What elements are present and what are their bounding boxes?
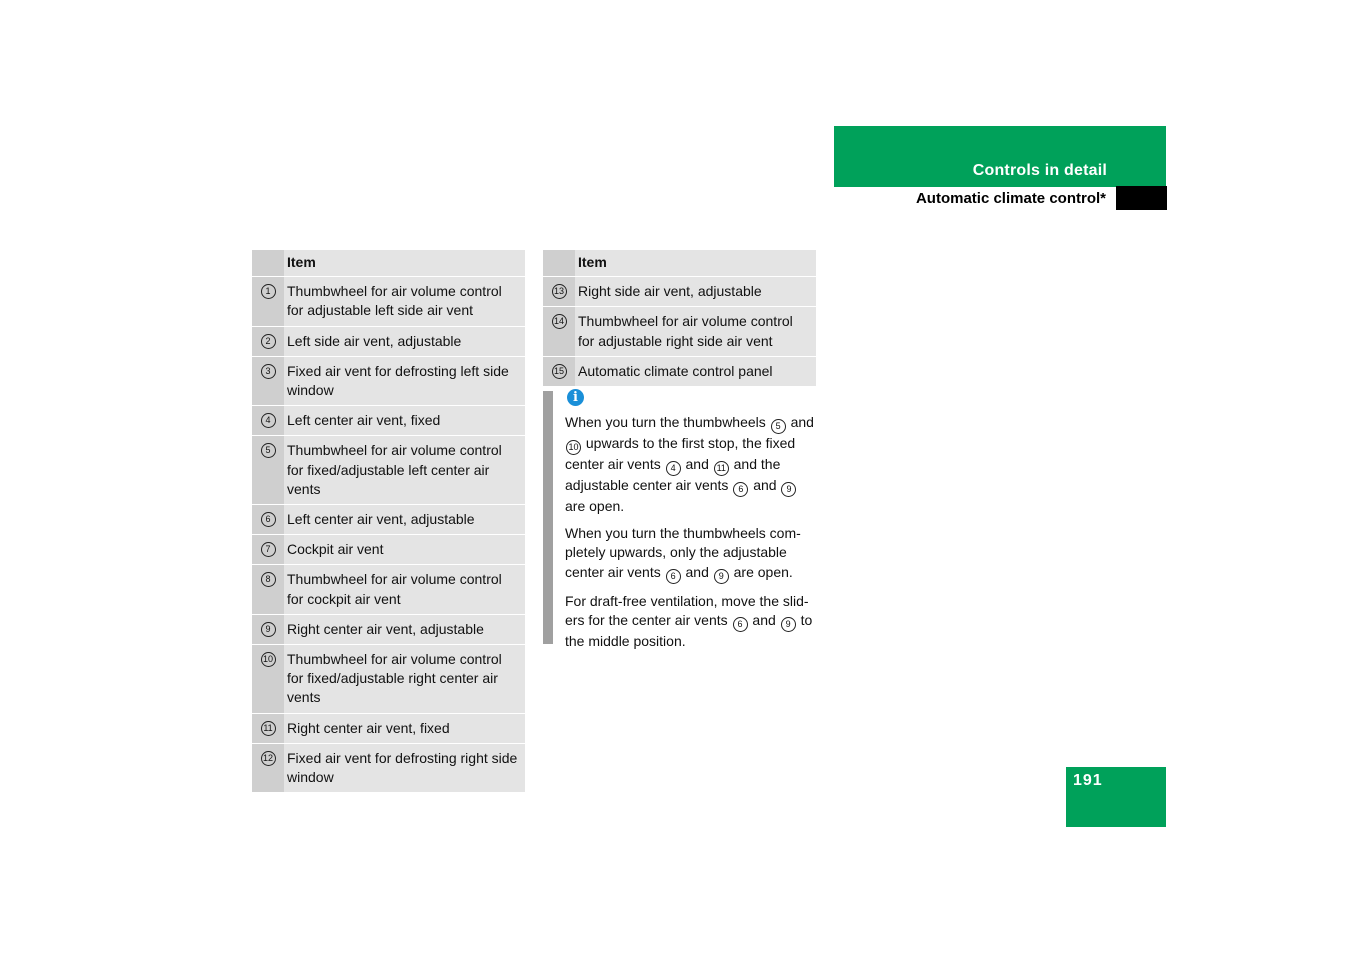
note-text: When you turn the thumbwheels bbox=[565, 414, 766, 430]
item-number-cell bbox=[252, 743, 284, 792]
table-body-right bbox=[543, 277, 816, 387]
table-row bbox=[543, 307, 816, 356]
item-description: Left center air vent, adjustable bbox=[284, 505, 525, 535]
info-note bbox=[565, 388, 819, 659]
note-text: upwards to the first stop, the fixed center air vents bbox=[565, 435, 796, 472]
table-body-left bbox=[252, 277, 525, 793]
note-text: and bbox=[752, 611, 776, 628]
note-text: to the middle position. bbox=[565, 611, 813, 649]
item-description: Right center air vent, adjustable bbox=[284, 614, 525, 644]
item-number-badge: 1 bbox=[261, 284, 276, 299]
item-description: Thumbwheel for air volume control for fixed/adjustable right center air vents bbox=[284, 645, 525, 714]
item-description: Left side air vent, adjustable bbox=[284, 326, 525, 356]
item-number-cell bbox=[252, 406, 284, 436]
table-row bbox=[252, 713, 525, 743]
note-text: When you turn the thumbwheels com-pletely upwards, only the adjustable center air vents bbox=[565, 525, 801, 580]
table-row bbox=[252, 436, 525, 505]
note-text: and bbox=[753, 477, 777, 493]
item-description: Automatic climate control panel bbox=[575, 356, 816, 386]
item-number-badge: 11 bbox=[261, 721, 276, 736]
section-tab bbox=[834, 126, 1166, 187]
item-number-badge: 6 bbox=[733, 482, 748, 497]
table-header-row bbox=[543, 250, 816, 277]
number-column-header bbox=[252, 250, 284, 277]
item-number-badge: 9 bbox=[714, 569, 729, 584]
number-column-header bbox=[543, 250, 575, 277]
item-number-cell bbox=[252, 645, 284, 714]
item-number-badge: 9 bbox=[781, 482, 796, 497]
note-paragraph-3 bbox=[565, 592, 819, 651]
item-number-cell bbox=[252, 277, 284, 326]
table-row bbox=[252, 277, 525, 326]
subsection-marker bbox=[1116, 186, 1167, 210]
item-number-cell bbox=[252, 326, 284, 356]
item-column-header: Item bbox=[284, 250, 525, 277]
item-number-badge: 6 bbox=[666, 569, 681, 584]
item-number-badge: 6 bbox=[733, 617, 748, 632]
item-number-cell bbox=[252, 535, 284, 565]
info-icon: i bbox=[567, 389, 584, 406]
item-description: Right side air vent, adjustable bbox=[575, 277, 816, 307]
subsection-title: Automatic climate control* bbox=[915, 190, 1106, 207]
table-row bbox=[543, 356, 816, 386]
note-text: are open. bbox=[733, 563, 793, 580]
table-row bbox=[252, 645, 525, 714]
item-number-cell bbox=[252, 356, 284, 405]
item-description: Fixed air vent for defrosting left side window bbox=[284, 356, 525, 405]
table-row bbox=[252, 743, 525, 792]
items-table-left bbox=[252, 250, 525, 793]
item-description: Thumbwheel for air volume control for cockpit air vent bbox=[284, 565, 525, 614]
item-number-cell bbox=[252, 505, 284, 535]
note-sidebar bbox=[543, 391, 553, 644]
item-number-badge: 3 bbox=[261, 364, 276, 379]
item-number-cell bbox=[252, 713, 284, 743]
table-row bbox=[252, 535, 525, 565]
table-row bbox=[252, 406, 525, 436]
item-description: Left center air vent, fixed bbox=[284, 406, 525, 436]
items-table-right bbox=[543, 250, 816, 387]
item-number-cell bbox=[543, 307, 575, 356]
item-number-badge: 5 bbox=[771, 419, 786, 434]
item-number-cell bbox=[252, 436, 284, 505]
item-column-header: Item bbox=[575, 250, 816, 277]
item-number-badge: 15 bbox=[552, 364, 567, 379]
item-number-badge: 5 bbox=[261, 443, 276, 458]
item-description: Right center air vent, fixed bbox=[284, 713, 525, 743]
item-number-badge: 14 bbox=[552, 314, 567, 329]
table-row bbox=[543, 277, 816, 307]
section-title: Controls in detail bbox=[972, 162, 1107, 179]
item-description: Cockpit air vent bbox=[284, 535, 525, 565]
item-number-badge: 9 bbox=[261, 622, 276, 637]
note-paragraph-2 bbox=[565, 524, 819, 583]
item-description: Thumbwheel for air volume control for fixed/adjustable left center air vents bbox=[284, 436, 525, 505]
item-number-badge: 2 bbox=[261, 334, 276, 349]
item-number-cell bbox=[543, 356, 575, 386]
item-description: Thumbwheel for air volume control for adjustable right side air vent bbox=[575, 307, 816, 356]
item-number-cell bbox=[252, 614, 284, 644]
note-text: and bbox=[790, 414, 814, 430]
table-row bbox=[252, 505, 525, 535]
item-number-badge: 8 bbox=[261, 572, 276, 587]
note-text: and bbox=[685, 563, 709, 580]
note-paragraph-1 bbox=[565, 413, 819, 516]
item-number-cell bbox=[252, 565, 284, 614]
note-text: For draft-free ventilation, move the slid-ers for the center air vents bbox=[565, 592, 809, 628]
page-number-box bbox=[1066, 767, 1166, 827]
item-number-badge: 9 bbox=[781, 617, 796, 632]
table-row bbox=[252, 356, 525, 405]
item-description: Thumbwheel for air volume control for adjustable left side air vent bbox=[284, 277, 525, 326]
item-number-badge: 11 bbox=[714, 461, 729, 476]
table-row bbox=[252, 614, 525, 644]
item-number-badge: 10 bbox=[566, 440, 581, 455]
item-number-badge: 6 bbox=[261, 512, 276, 527]
item-description: Fixed air vent for defrosting right side window bbox=[284, 743, 525, 792]
table-row bbox=[252, 326, 525, 356]
page-number: 191 bbox=[1073, 772, 1103, 789]
item-number-badge: 10 bbox=[261, 652, 276, 667]
item-number-badge: 4 bbox=[261, 413, 276, 428]
table-row bbox=[252, 565, 525, 614]
table-header-row bbox=[252, 250, 525, 277]
item-number-badge: 4 bbox=[666, 461, 681, 476]
note-text: are open. bbox=[565, 498, 625, 514]
item-number-badge: 7 bbox=[261, 542, 276, 557]
note-text: and bbox=[685, 456, 709, 472]
item-number-cell bbox=[543, 277, 575, 307]
note-text: and the adjustable center air vents bbox=[565, 456, 781, 493]
item-number-badge: 12 bbox=[261, 751, 276, 766]
item-number-badge: 13 bbox=[552, 284, 567, 299]
